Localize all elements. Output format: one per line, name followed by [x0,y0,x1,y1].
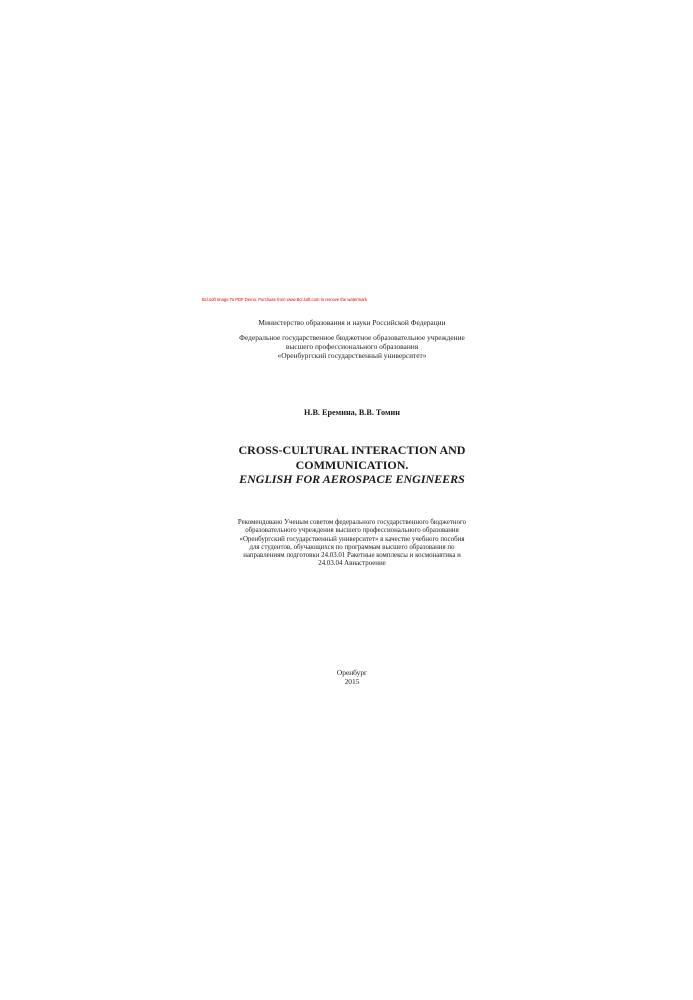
institution-line-3: «Оренбургский государственный университет» [277,351,427,360]
recommendation-line-6: 24.03.04 Авиастроение [318,560,386,568]
authors [180,408,524,418]
recommendation-line-3: «Оренбургский государственный университет» в качестве учебного пособия [239,535,465,543]
document-title [180,443,524,487]
city: Оренбург [336,668,368,677]
ministry-text: Министерство образования и науки Российской Федерации [258,318,446,327]
institution-line-1: Федеральное государственное бюджетное образовательное учреждение [239,333,465,342]
title-line-2: COMMUNICATION. [295,457,409,472]
title-line-1: CROSS-CULTURAL INTERACTION AND [238,443,466,457]
institution-line-2: высшего профессионального образования [285,342,419,351]
authors-text: Н.В. Еремина, В.В. Томин [304,408,400,417]
imprint [180,668,524,686]
recommendation-line-2: образовательного учреждения высшего профессионального образования [245,527,459,535]
recommendation-line-5: направлениям подготовки 24.03.01 Ракетные комплексы и космонавтика и [243,552,461,560]
ministry-line [180,318,524,327]
watermark-text: Bcl.soft Image To PDF Demo. Purchase from www.Bcl.soft.com to remove the watermark [202,297,367,302]
institution-block [180,333,524,360]
year: 2015 [344,677,360,686]
title-subtitle: ENGLISH FOR AEROSPACE ENGINEERS [239,472,465,486]
recommendation-line-4: для студентов, обучающихся по программам высшего образования по [249,543,455,551]
recommendation-block [180,519,524,569]
recommendation-line-1: Рекомендовано Ученым советом федерального государственного бюджетного [237,519,467,526]
